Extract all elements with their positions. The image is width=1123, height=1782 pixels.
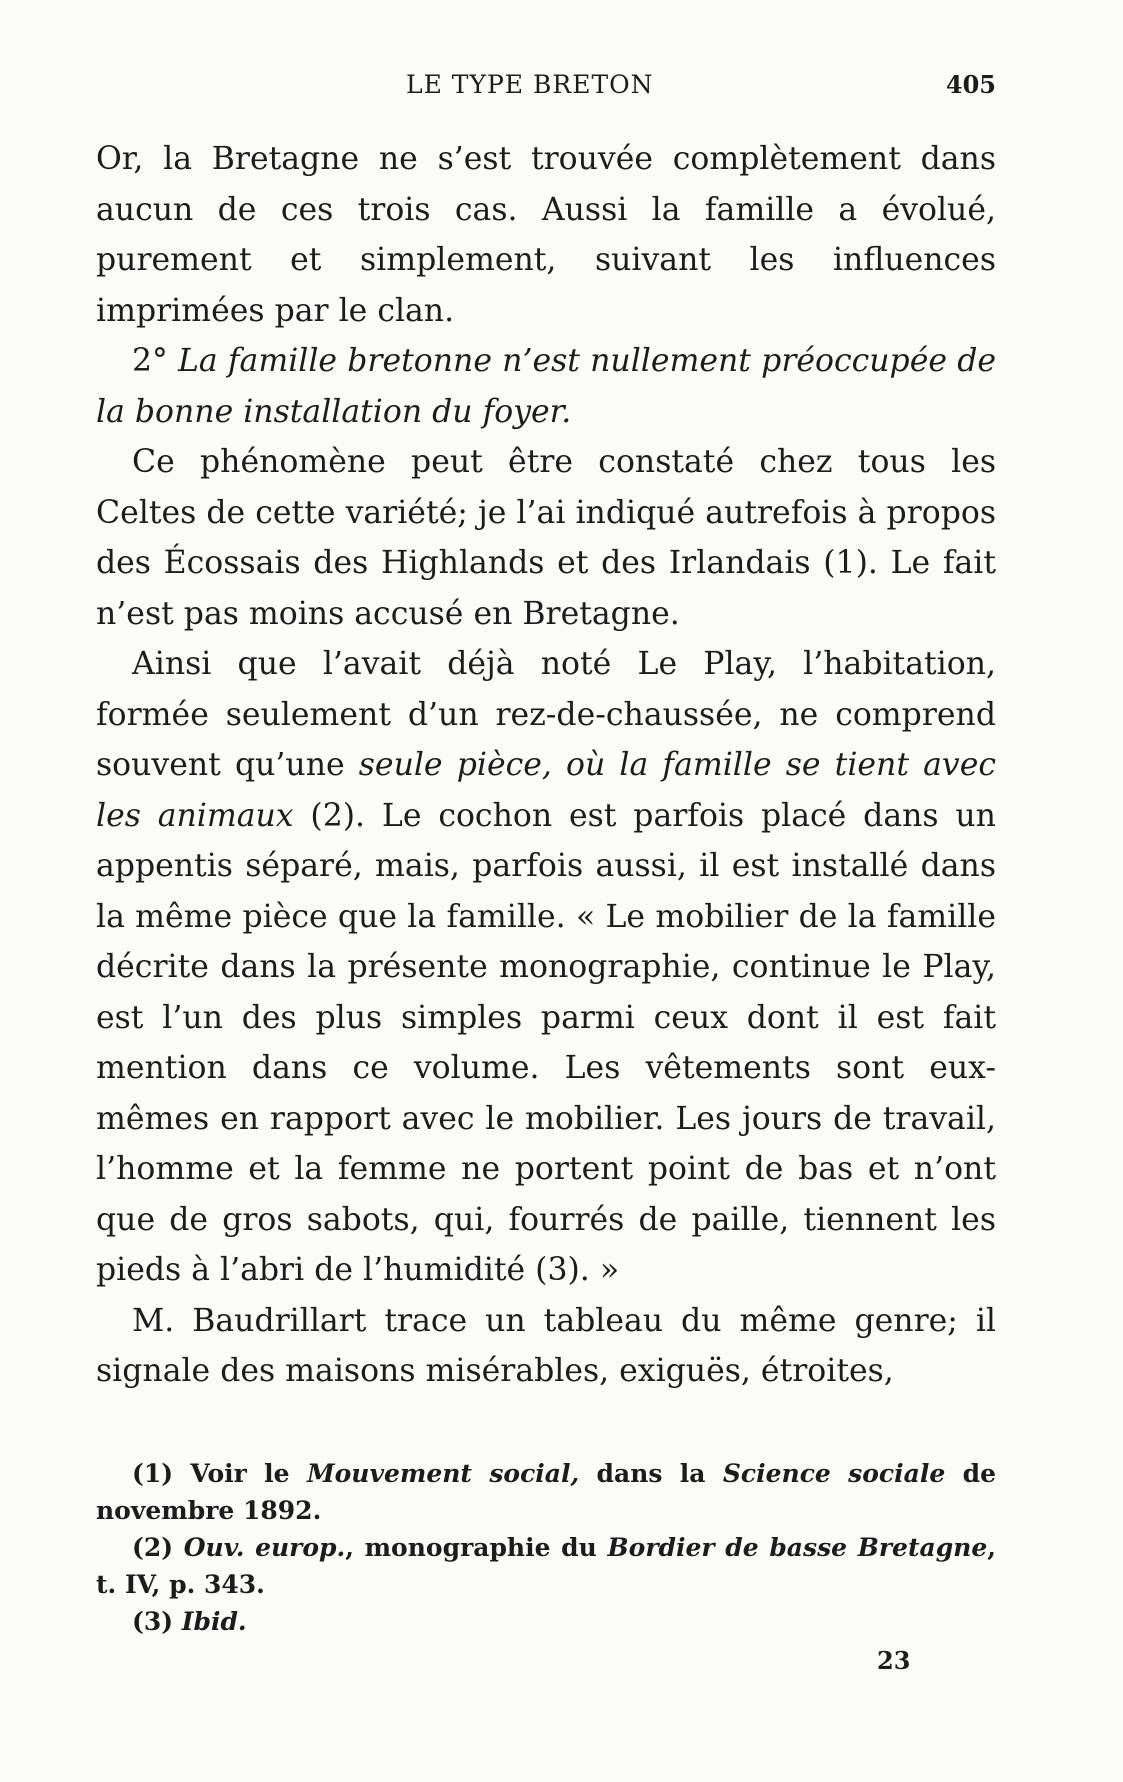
- running-head: [96, 70, 996, 110]
- footnote-1-e: de novembre 1892.: [96, 1459, 996, 1525]
- paragraph-3: [96, 437, 996, 639]
- footnote-2-a: (2): [132, 1533, 184, 1562]
- paragraph-4-italic: seule pièce, où la famille se tient avec les animaux: [96, 747, 996, 834]
- footnote-1-title: Mouvement social,: [306, 1459, 580, 1488]
- point-heading-text: La famille bretonne n’est nullement préoccupée de la bonne installation du foyer.: [96, 343, 996, 430]
- footnote-2-monograph: Bordier de basse Bretagne: [607, 1533, 988, 1562]
- point-number: 2°: [132, 343, 168, 379]
- paragraph-4-text-c: (2). Le cochon est parfois placé dans un appentis séparé, mais, parfois aussi, il est installé dans la même pièce que la famille. « Le mobilier de la famille décrite dans la présente monographie, continue le Play, est l’un des plus simples parmi ceux dont il est fait mention dans ce volume. Les vêtements sont eux-mêmes en rapport avec le mobilier. Les jours de travail, l’homme et la femme ne portent point de bas et n’ont que de gros sabots, qui, fourrés de paille, tiennent les pieds à l’abri de l’humidité (3). »: [96, 797, 996, 1288]
- footnote-1-journal: Science sociale: [722, 1459, 946, 1488]
- footnote-3: [96, 1603, 996, 1640]
- footnote-1-a: (1) Voir le: [132, 1459, 307, 1488]
- page-number: 405: [945, 70, 996, 99]
- running-title: LE TYPE BRETON: [406, 70, 654, 99]
- body-text: [96, 134, 996, 1397]
- footnote-2-title: Ouv. europ.: [183, 1533, 346, 1562]
- paragraph-4-text-a: Ainsi que l’avait déjà noté Le Play, l’habitation, formée seulement d’un rez-de-chaussée, ne comprend souvent qu’une: [96, 646, 996, 783]
- footnote-1-c: dans la: [579, 1459, 723, 1488]
- signature-mark: 23: [877, 1646, 911, 1675]
- paragraph-5-text: M. Baudrillart trace un tableau du même genre; il signale des maisons misérables, exiguës, étroites,: [96, 1302, 996, 1389]
- paragraph-3-text: Ce phénomène peut être constaté chez tous les Celtes de cette variété; je l’ai indiqué autrefois à propos des Écossais des Highlands et des Irlandais (1). Le fait n’est pas moins accusé en Bretagne.: [96, 444, 996, 632]
- footnote-2-e: , t. IV, p. 343.: [96, 1533, 996, 1599]
- footnote-1: [96, 1455, 996, 1529]
- footnote-3-a: (3): [132, 1607, 182, 1636]
- paragraph-5: [96, 1296, 996, 1397]
- paragraph-2-heading: [96, 336, 996, 437]
- paragraph-1: [96, 134, 996, 336]
- footnote-2: [96, 1529, 996, 1603]
- footnote-3-ibid: Ibid.: [181, 1607, 247, 1636]
- footnotes: [96, 1455, 996, 1640]
- paragraph-4: [96, 639, 996, 1296]
- footnote-2-c: , monographie du: [345, 1533, 608, 1562]
- paragraph-1-text: Or, la Bretagne ne s’est trouvée complètement dans aucun de ces trois cas. Aussi la famille a évolué, purement et simplement, suivant les influences imprimées par le clan.: [96, 141, 996, 329]
